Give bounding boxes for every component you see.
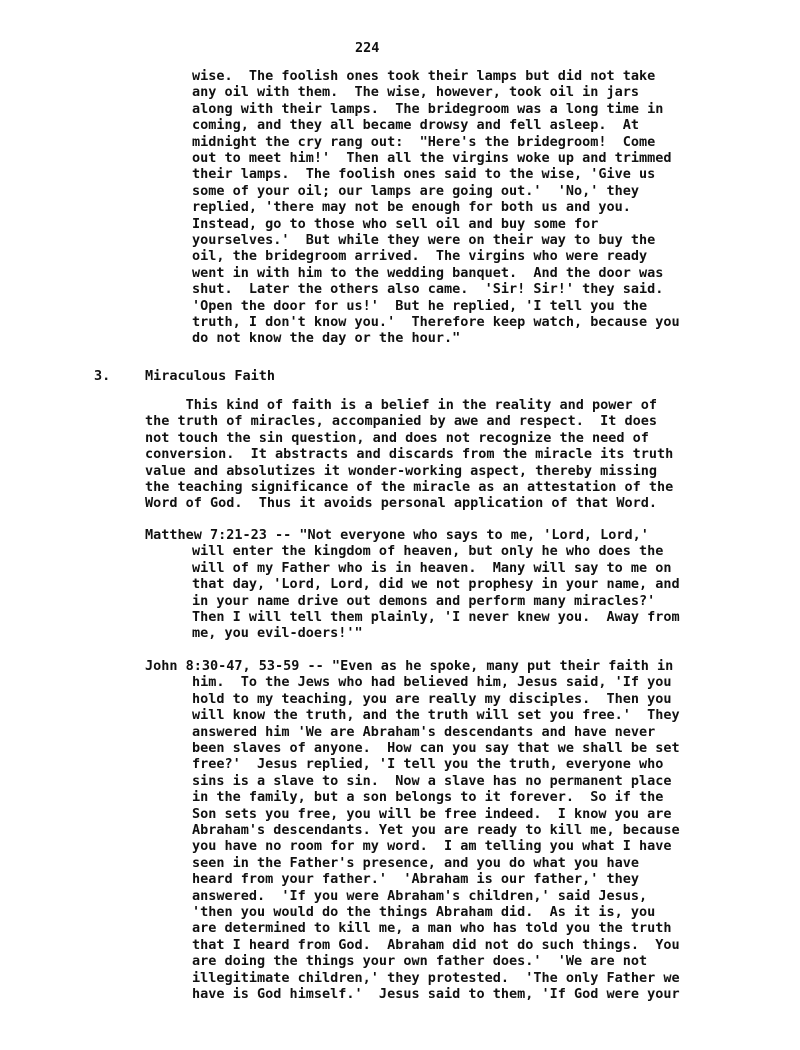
text-line: Abraham's descendants. Yet you are ready to kill me, because xyxy=(192,822,680,838)
text-line: went in with him to the wedding banquet. And the door was xyxy=(192,264,664,281)
text-line: oil, the bridegroom arrived. The virgins who were ready xyxy=(192,248,648,265)
text-line: are determined to kill me, a man who has told you the truth xyxy=(192,920,672,937)
text-line: heard from your father.' 'Abraham is our father,' they xyxy=(192,871,640,888)
text-line: do not know the day or the hour." xyxy=(192,330,461,347)
text-line: sins is a slave to sin. Now a slave has no permanent place xyxy=(192,772,672,789)
text-line: out to meet him!' Then all the virgins woke up and trimmed xyxy=(192,150,672,166)
text-line: that day, 'Lord, Lord, did we not prophesy in your name, and xyxy=(192,576,680,593)
text-line: are doing the things your own father does.' 'We are not xyxy=(192,953,648,970)
page-number: 224 xyxy=(355,40,380,56)
text-line: answered. 'If you were Abraham's children,' said Jesus, xyxy=(192,887,648,904)
text-line: in your name drive out demons and perform many miracles?' xyxy=(192,592,656,609)
text-line: answered him 'We are Abraham's descendants and have never xyxy=(192,723,656,740)
text-line: free?' Jesus replied, 'I tell you the truth, everyone who xyxy=(192,756,664,773)
text-line: along with their lamps. The bridegroom was a long time in xyxy=(192,100,664,117)
text-line: coming, and they all became drowsy and fell asleep. At xyxy=(192,117,640,134)
text-line: John 8:30-47, 53-59 -- "Even as he spoke, many put their faith in xyxy=(145,658,674,674)
section-number: 3. xyxy=(94,368,111,384)
text-line: truth, I don't know you.' Therefore keep watch, because you xyxy=(192,314,680,330)
text-line: me, you evil-doers!'" xyxy=(192,625,363,642)
text-line: seen in the Father's presence, and you do what you have xyxy=(192,854,640,871)
text-line: Matthew 7:21-23 -- "Not everyone who says to me, 'Lord, Lord,' xyxy=(145,527,649,543)
text-line: Word of God. Thus it avoids personal application of that Word. xyxy=(145,495,658,512)
text-line: replied, 'there may not be enough for both us and you. xyxy=(192,199,631,216)
text-line: will of my Father who is in heaven. Many will say to me on xyxy=(192,559,672,576)
text-line: shut. Later the others also came. 'Sir! Sir!' they said. xyxy=(192,281,664,298)
text-line: will know the truth, and the truth will set you free.' They xyxy=(192,707,680,724)
text-line: the teaching significance of the miracle as an attestation of the xyxy=(145,479,674,495)
text-line: Son sets you free, you will be free indeed. I know you are xyxy=(192,805,672,822)
text-line: wise. The foolish ones took their lamps but did not take xyxy=(192,68,656,84)
text-line: value and absolutizes it wonder-working aspect, thereby missing xyxy=(145,462,658,479)
text-line: in the family, but a son belongs to it forever. So if the xyxy=(192,789,664,806)
text-line: Instead, go to those who sell oil and buy some for xyxy=(192,215,599,232)
text-line: been slaves of anyone. How can you say that we shall be set xyxy=(192,740,680,756)
text-line: will enter the kingdom of heaven, but only he who does the xyxy=(192,543,664,560)
section-title: Miraculous Faith xyxy=(145,368,276,384)
text-line: some of your oil; our lamps are going out.' 'No,' they xyxy=(192,182,640,199)
text-line: Then I will tell them plainly, 'I never knew you. Away from xyxy=(192,609,680,625)
text-line: the truth of miracles, accompanied by awe and respect. It does xyxy=(145,413,658,430)
text-line: 'Open the door for us!' But he replied, 'I tell you the xyxy=(192,297,648,314)
text-line: not touch the sin question, and does not recognize the need of xyxy=(145,429,649,446)
text-line: any oil with them. The wise, however, took oil in jars xyxy=(192,84,640,101)
text-line: midnight the cry rang out: "Here's the bridegroom! Come xyxy=(192,133,656,150)
text-line: 'then you would do the things Abraham did. As it is, you xyxy=(192,904,656,920)
text-line: conversion. It abstracts and discards from the miracle its truth xyxy=(145,446,674,463)
text-line: their lamps. The foolish ones said to the wise, 'Give us xyxy=(192,166,656,183)
text-line: illegitimate children,' they protested. 'The only Father we xyxy=(192,969,680,986)
text-line: have is God himself.' Jesus said to them, 'If God were your xyxy=(192,986,680,1002)
text-line: This kind of faith is a belief in the reality and power of xyxy=(145,397,658,413)
text-line: hold to my teaching, you are really my disciples. Then you xyxy=(192,690,672,707)
text-line: you have no room for my word. I am telling you what I have xyxy=(192,838,672,855)
text-line: that I heard from God. Abraham did not do such things. You xyxy=(192,936,680,953)
text-line: him. To the Jews who had believed him, Jesus said, 'If you xyxy=(192,674,672,691)
text-line: yourselves.' But while they were on their way to buy the xyxy=(192,232,656,248)
